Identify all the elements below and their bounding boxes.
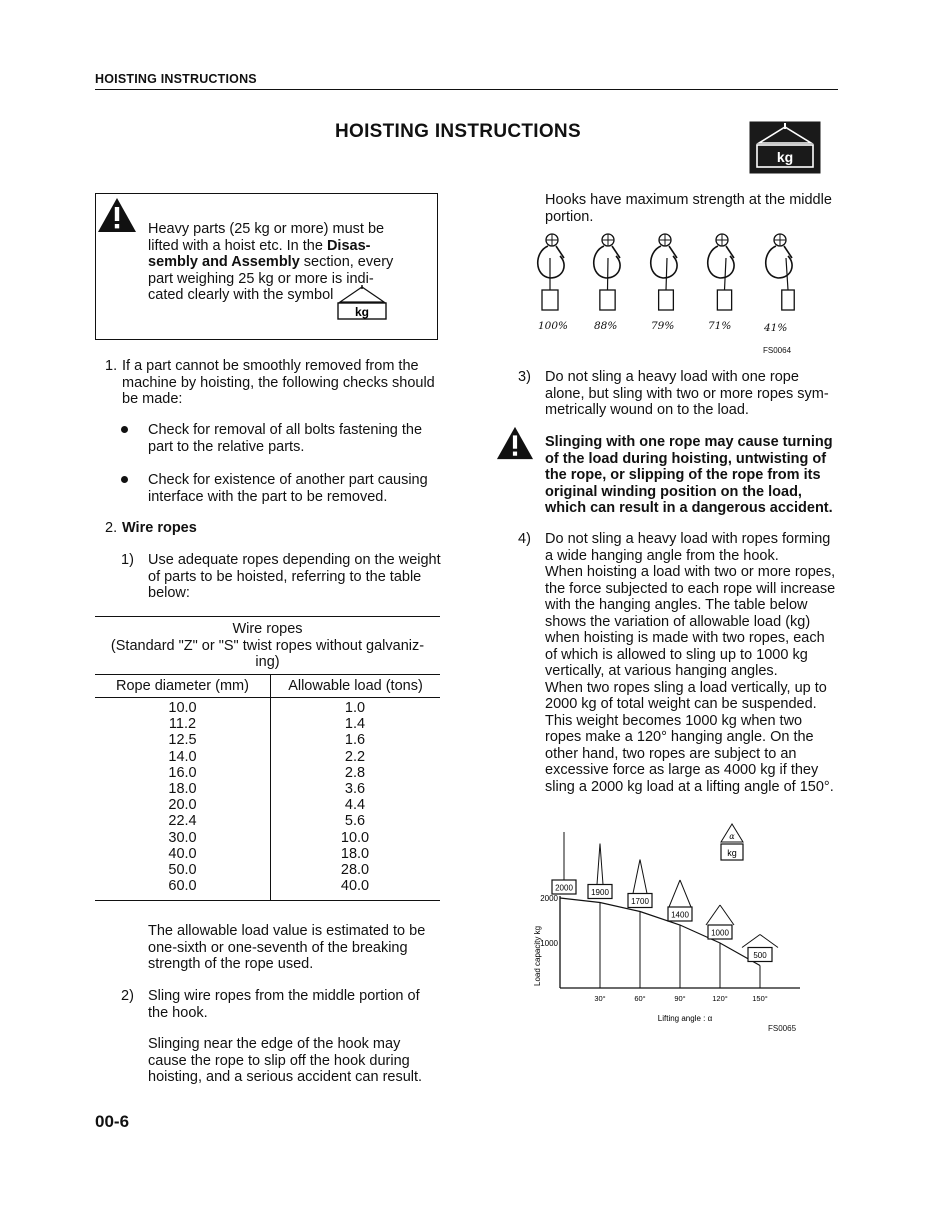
- x-tick-label: 30°: [594, 994, 606, 1003]
- allowable-note: [148, 923, 441, 973]
- page-title: HOISTING INSTRUCTIONS: [335, 121, 581, 142]
- y-tick-label: 2000: [540, 894, 558, 903]
- sling-rope: [760, 935, 778, 948]
- table-row: [95, 781, 440, 797]
- item4-line: ropes make a 120° hanging angle. On the: [545, 729, 814, 745]
- table-bottom-rule: [95, 900, 440, 901]
- bullet-line: part to the relative parts.: [148, 438, 305, 455]
- item3-text: [545, 369, 838, 419]
- item4-line: a wide hanging angle from the hook.: [545, 547, 779, 564]
- bullet-line: Check for existence of another part causing: [148, 472, 428, 488]
- table-row: [95, 846, 440, 862]
- lifting-angle-chart: [520, 820, 820, 1030]
- hook-percent-label: 41%: [764, 322, 788, 334]
- figure-code: FS0064: [763, 346, 792, 355]
- item3-warning-line: the rope, or slipping of the rope from its: [545, 467, 821, 483]
- sub2-note-line: hoisting, and a serious accident can result.: [148, 1069, 423, 1085]
- header-rule: [95, 89, 838, 90]
- hoist-kg-symbol-text: kg: [776, 149, 794, 165]
- rope-diameter-cell: 12.5: [168, 732, 197, 749]
- symbol-alpha: α: [729, 832, 735, 841]
- item3-line: metrically wound on to the load.: [545, 402, 749, 418]
- sling-rope: [706, 905, 720, 925]
- item3-number: 3): [518, 369, 531, 385]
- item1-line: If a part cannot be smoothly removed from the: [122, 358, 419, 374]
- item4-line: When two ropes sling a load vertically, up to: [545, 679, 827, 696]
- item1-line: machine by hoisting, the following checks should: [122, 374, 435, 391]
- hook-rope: [725, 258, 727, 290]
- sub1-text: [148, 552, 441, 602]
- table-row: [95, 830, 440, 846]
- hook-percent-row: [528, 318, 808, 336]
- table-row: [95, 716, 440, 732]
- bullet-dot: [121, 476, 128, 483]
- rope-diameter-cell: 60.0: [168, 878, 197, 895]
- bullet-line: interface with the part to be removed.: [148, 488, 388, 505]
- item3-warning-line: of the load during hoisting, untwisting of: [545, 450, 827, 467]
- allowable-load-cell: 1.6: [344, 732, 366, 749]
- sub2-line: Sling wire ropes from the middle portion of: [148, 988, 420, 1004]
- note-line: one-sixth or one-seventh of the breaking: [148, 939, 408, 956]
- sub2-note-line: cause the rope to slip off the hook during: [148, 1052, 410, 1069]
- sling-rope: [597, 844, 600, 885]
- item4-line: 2000 kg of total weight can be suspended.: [545, 696, 817, 712]
- sub2-note: [148, 1036, 441, 1086]
- load-box-label: 500: [753, 951, 767, 960]
- item4-line: sling a 2000 kg load at a lifting angle of 150°.: [545, 778, 834, 795]
- table-row: [95, 749, 440, 765]
- sub2-note-line: Slinging near the edge of the hook may: [148, 1036, 401, 1052]
- item3-warning-line: which can result in a dangerous accident.: [545, 500, 833, 516]
- warning-text-bold: Disas-: [326, 237, 371, 254]
- sub2-line: the hook.: [148, 1004, 208, 1021]
- rope-diameter-cell: 40.0: [168, 845, 197, 862]
- load-box-label: 1000: [711, 928, 729, 938]
- x-tick-label: 150°: [752, 994, 768, 1003]
- running-header: HOISTING INSTRUCTIONS: [95, 72, 257, 86]
- sling-rope: [742, 935, 760, 948]
- allowable-load-cell: 2.2: [344, 748, 366, 765]
- table-row: [95, 878, 440, 894]
- x-tick-label: 120°: [712, 994, 728, 1003]
- bullet-dot: [121, 426, 128, 433]
- item4-text: [545, 531, 838, 795]
- page-number: 00-6: [95, 1112, 130, 1131]
- table-top-rule: [95, 616, 440, 617]
- load-box-label: 1400: [671, 910, 689, 920]
- bullet1-text: [148, 422, 441, 455]
- note-line: The allowable load value is estimated to be: [148, 923, 426, 939]
- hook-drawing: [538, 234, 564, 310]
- item4-line: shows the variation of allowable load (kg): [545, 613, 811, 630]
- load-box-label: 1900: [591, 888, 609, 897]
- warning-triangle-icon: [97, 197, 137, 233]
- table-row: [95, 813, 440, 829]
- item4-line: Do not sling a heavy load with ropes forming: [545, 531, 831, 547]
- item4-line: When hoisting a load with two or more ropes,: [545, 564, 836, 580]
- wire-table-body: [95, 700, 440, 894]
- allowable-load-cell: 28.0: [340, 861, 370, 878]
- kg-inline-symbol-icon: [336, 285, 388, 320]
- x-axis-label: Lifting angle : α: [657, 1014, 713, 1023]
- warning-triangle-icon: [496, 425, 534, 461]
- y-axis-label: Load capacity kg: [533, 925, 542, 986]
- allowable-load-cell: 1.0: [344, 700, 366, 716]
- allowable-load-cell: 1.4: [344, 716, 366, 733]
- hook-load-block: [542, 290, 558, 310]
- caption-line: (Standard "Z" or "S" twist ropes without galvaniz-: [110, 637, 425, 654]
- alpha-kg-symbol-icon: [721, 824, 743, 860]
- hoist-kg-symbol-icon: [749, 121, 821, 174]
- item4-line: when hoisting is made with two ropes, each: [545, 630, 825, 646]
- item4-line: This weight becomes 1000 kg when two: [545, 712, 803, 729]
- figure-code: FS0065: [768, 1024, 797, 1033]
- hooks-line: Hooks have maximum strength at the middle: [545, 192, 832, 208]
- item3-warning-line: Slinging with one rope may cause turning: [545, 434, 833, 450]
- allowable-load-cell: 40.0: [340, 878, 370, 895]
- item3-warning: [545, 434, 838, 517]
- sling-rope: [720, 905, 734, 925]
- hook-percent-label: 79%: [651, 320, 675, 332]
- item3-warning-line: original winding position on the load,: [545, 483, 802, 500]
- table-header-rule: [95, 674, 440, 675]
- rope-diameter-cell: 22.4: [168, 813, 197, 830]
- warning-text-bold: sembly and Assembly: [148, 254, 300, 270]
- x-tick-label: 60°: [634, 994, 646, 1003]
- sling-rope: [680, 880, 691, 907]
- col2-header: Allowable load (tons): [288, 678, 423, 694]
- rope-diameter-cell: 18.0: [168, 780, 197, 797]
- hook-load-block: [782, 290, 794, 310]
- allowable-load-cell: 2.8: [344, 764, 366, 781]
- item4-line: vertically, at various hanging angles.: [545, 663, 778, 679]
- rope-diameter-cell: 30.0: [168, 829, 197, 846]
- allowable-load-cell: 4.4: [344, 797, 366, 814]
- rope-diameter-cell: 20.0: [168, 797, 197, 814]
- table-row: [95, 732, 440, 748]
- sub1-line: below:: [148, 585, 190, 601]
- table-row: [95, 700, 440, 716]
- item4-line: excessive force as large as 4000 kg if they: [545, 762, 819, 778]
- y-tick-label: 1000: [540, 939, 558, 948]
- wire-table-caption: [95, 621, 440, 671]
- note-line: strength of the rope used.: [148, 956, 314, 972]
- allowable-load-cell: 3.6: [344, 780, 366, 797]
- load-box-label: 2000: [555, 883, 573, 893]
- hook-percent-label: 71%: [708, 320, 732, 332]
- item1-number: 1.: [105, 358, 118, 374]
- warning-text: section, every: [299, 254, 394, 270]
- hook-load-block: [659, 290, 674, 310]
- hooks-line: portion.: [545, 208, 594, 225]
- rope-diameter-cell: 16.0: [168, 764, 197, 781]
- symbol-kg: kg: [727, 848, 737, 858]
- allowable-load-cell: 18.0: [340, 845, 370, 862]
- hook-percent-label: 100%: [538, 320, 569, 332]
- sub1-number: 1): [121, 552, 134, 568]
- item4-line: with the hanging angles. The table below: [545, 597, 808, 613]
- sub1-line: Use adequate ropes depending on the weight: [148, 552, 441, 568]
- caption-line: ing): [255, 654, 280, 670]
- warning-line: [148, 238, 438, 255]
- hook-percent-label: 88%: [594, 320, 618, 332]
- item4-line: other hand, two ropes are subject to an: [545, 745, 797, 762]
- item4-number: 4): [518, 531, 531, 547]
- table-row: [95, 862, 440, 878]
- warning-line: cated clearly with the symbol: [148, 287, 334, 303]
- sling-rope: [669, 880, 680, 907]
- sub2-text: [148, 988, 441, 1021]
- hook-drawing: [708, 234, 734, 310]
- hook-drawing: [594, 234, 620, 310]
- sub2-number: 2): [121, 988, 134, 1004]
- rope-diameter-cell: 14.0: [168, 748, 197, 765]
- bullet2-text: [148, 472, 441, 505]
- item2-number: 2.: [105, 520, 118, 536]
- hook-drawing: [766, 234, 794, 310]
- item1-line: be made:: [122, 391, 183, 407]
- warning-text: lifted with a hoist etc. In the: [148, 237, 327, 254]
- hook-rope: [666, 258, 667, 290]
- item4-line: the force subjected to each rope will increase: [545, 580, 836, 597]
- hook-load-block: [600, 290, 615, 310]
- table-header-bottom-rule: [95, 697, 440, 698]
- x-tick-label: 90°: [674, 994, 686, 1003]
- rope-diameter-cell: 10.0: [168, 700, 197, 716]
- kg-inline-text: kg: [354, 305, 370, 319]
- warning-line: part weighing 25 kg or more is indi-: [148, 270, 374, 287]
- table-row: [95, 797, 440, 813]
- warning-line: [148, 254, 438, 271]
- rope-diameter-cell: 50.0: [168, 861, 197, 878]
- table-row: [95, 765, 440, 781]
- sling-rope: [640, 860, 647, 894]
- item3-line: alone, but sling with two or more ropes sym-: [545, 385, 829, 402]
- item1-text: [122, 358, 440, 408]
- hook-drawing: [651, 234, 677, 310]
- item2-title: Wire ropes: [122, 520, 197, 536]
- rope-diameter-cell: 11.2: [168, 716, 197, 733]
- hook-load-block: [717, 290, 731, 310]
- load-box-label: 1700: [631, 897, 649, 906]
- allowable-load-cell: 5.6: [344, 813, 366, 830]
- warning-box-text: [148, 221, 438, 304]
- allowable-load-cell: 10.0: [340, 829, 370, 846]
- hooks-text: [545, 192, 840, 225]
- sling-rope: [633, 860, 640, 894]
- caption-line: Wire ropes: [232, 621, 303, 637]
- item3-line: Do not sling a heavy load with one rope: [545, 369, 799, 385]
- hook-strength-figure: [528, 228, 808, 328]
- bullet-line: Check for removal of all bolts fastening the: [148, 422, 423, 438]
- item4-line: of which is allowed to sling up to 1000 kg: [545, 646, 808, 663]
- warning-line: Heavy parts (25 kg or more) must be: [148, 221, 385, 237]
- hook-rope: [608, 258, 609, 290]
- col1-header: Rope diameter (mm): [116, 678, 249, 694]
- sub1-line: of parts to be hoisted, referring to the table: [148, 568, 422, 585]
- sling-rope: [600, 844, 603, 885]
